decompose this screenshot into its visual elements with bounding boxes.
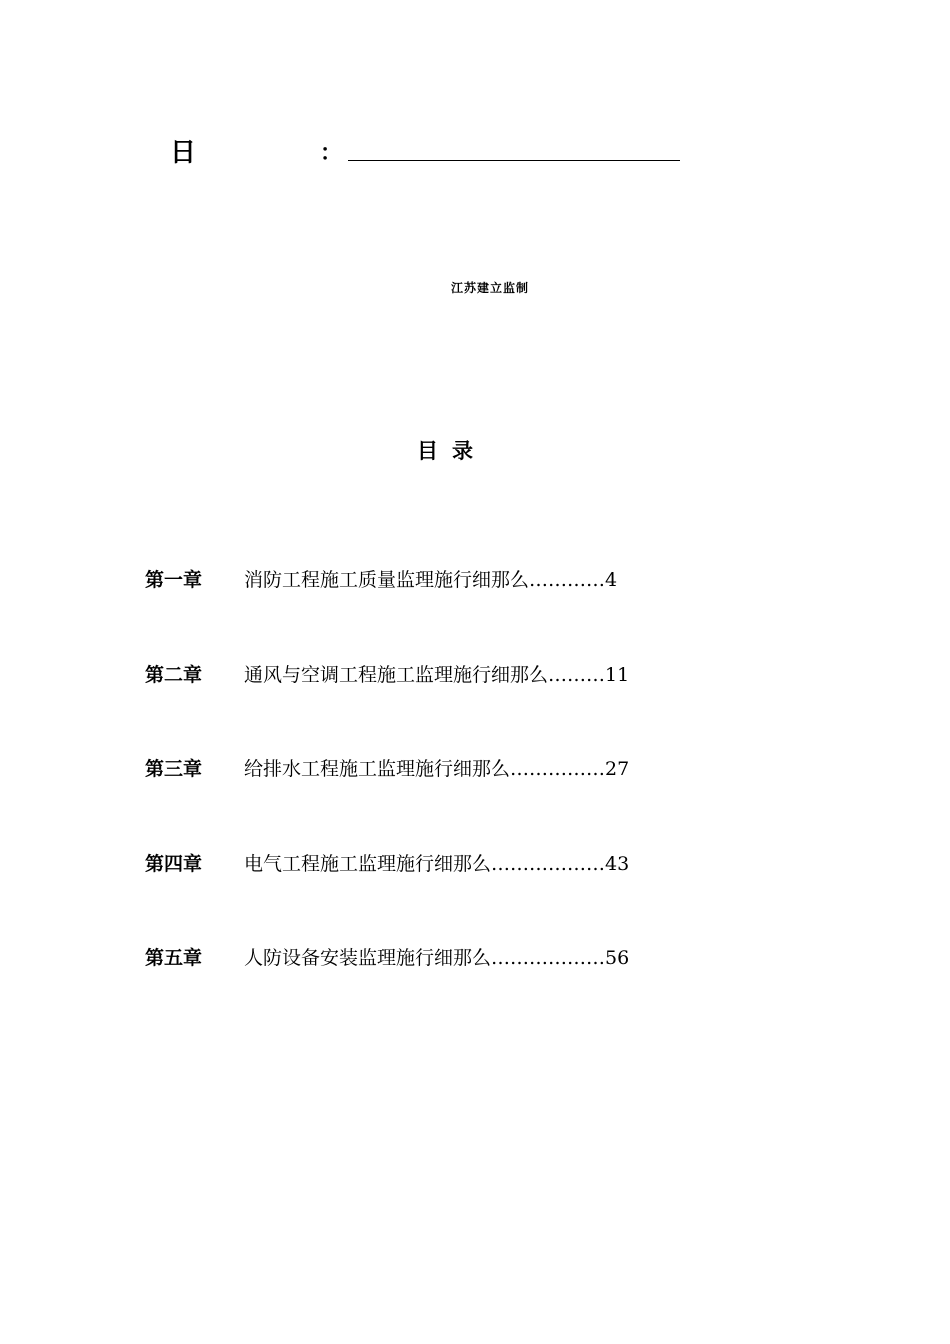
toc-chapter-label: 第四章 [145, 852, 203, 875]
toc-entry-title: 给排水工程施工监理施行细那么 [244, 758, 511, 780]
toc-entry [145, 753, 705, 848]
toc-chapter-label: 第五章 [145, 947, 203, 969]
date-colon: ： [320, 141, 343, 166]
toc-chapter-label: 第三章 [145, 758, 203, 780]
toc-entry-title: 消防工程施工质量监理施行细那么 [244, 569, 530, 591]
toc-entry [145, 564, 705, 659]
toc-leader-dots: ……… [548, 663, 606, 686]
toc-page-number: 56 [605, 947, 630, 969]
toc-entry-title: 电气工程施工监理施行细那么 [244, 852, 492, 875]
toc-leader-dots: ……………… [491, 947, 606, 969]
date-label: 日 [170, 138, 197, 168]
toc-entry-text [244, 753, 629, 785]
toc-entry-text [244, 848, 629, 880]
toc-leader-dots: …………… [510, 758, 606, 780]
toc-chapter-label: 第二章 [145, 663, 203, 686]
toc-entry-text [244, 942, 629, 974]
toc-entry-title: 通风与空调工程施工监理施行细那么 [244, 663, 549, 686]
toc-leader-dots: ………… [529, 569, 606, 591]
date-blank-line [348, 160, 680, 161]
toc-page-number: 4 [605, 569, 618, 591]
issuer-text: 江苏建立监制 [450, 281, 529, 295]
date-field [170, 130, 690, 170]
toc-page-number: 27 [605, 758, 630, 780]
toc-page-number: 11 [605, 663, 630, 686]
toc-entry-text [244, 659, 629, 691]
toc-entry [145, 659, 705, 754]
toc-list [145, 564, 705, 1037]
toc-chapter-label: 第一章 [145, 569, 203, 591]
toc-page-number: 43 [605, 852, 630, 875]
toc-entry [145, 848, 705, 943]
toc-leader-dots: ……………… [491, 852, 606, 875]
toc-entry-title: 人防设备安装监理施行细那么 [244, 947, 492, 969]
toc-entry-text [244, 564, 617, 596]
toc-entry [145, 942, 705, 1037]
toc-title: 目录 [417, 439, 487, 463]
